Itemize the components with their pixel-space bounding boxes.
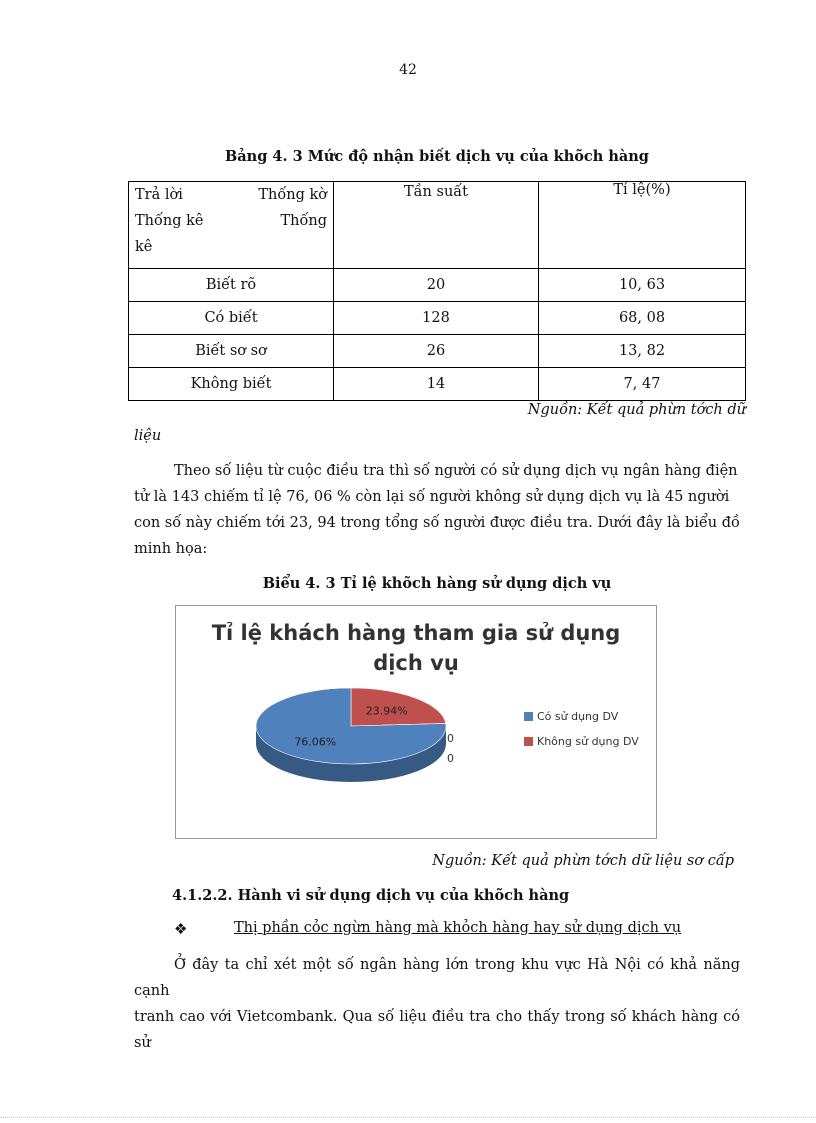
chart-title-line1: Tỉ lệ khách hàng tham gia sử dụng: [211, 621, 621, 645]
paragraph-1-line: Theo số liệu từ cuộc điều tra thì số người có sử dụng dịch vụ ngân hàng điện: [174, 463, 738, 479]
paragraph-1: [134, 458, 740, 562]
chart-source: Nguồn: Kết quả phừn tớch dữ liệu sơ cấp: [432, 853, 734, 869]
paragraph-1-line: tử là 143 chiếm tỉ lệ 76, 06 % còn lại số người không sử dụng dịch vụ là 45 người: [134, 489, 730, 505]
section-heading: 4.1.2.2. Hành vi sử dụng dịch vụ của khõch hàng: [172, 887, 570, 904]
header-stat-label-4: kê: [135, 239, 153, 255]
chart-title-line2: dịch vụ: [373, 651, 459, 675]
header-diagonal-cell: [129, 182, 334, 269]
row-frequency: 14: [334, 368, 539, 401]
bullet-text: Thị phần cỏc ngừn hàng mà khỏch hàng hay sử dụng dịch vụ: [234, 920, 682, 936]
paragraph-2-line: Ở đây ta chỉ xét một số ngân hàng lớn trong khu vực Hà Nội có khả năng cạnh: [134, 957, 740, 999]
paragraph-1-line: con số này chiếm tới 23, 94 trong tổng số người được điều tra. Dưới đây là biểu đồ: [134, 515, 740, 531]
header-stat-label: Thống kờ: [258, 187, 327, 203]
row-frequency: 26: [334, 335, 539, 368]
header-stat-label-2: Thống kê: [135, 213, 204, 229]
header-percentage: Tỉ lệ(%): [539, 182, 746, 269]
legend-swatch-used: [524, 712, 533, 721]
legend-label-not-used: Không sử dụng DV: [537, 735, 639, 748]
legend-swatch-not-used: [524, 737, 533, 746]
header-frequency: Tần suất: [334, 182, 539, 269]
table-source-line2: liệu: [134, 428, 162, 444]
extra-label-zero: 0: [447, 752, 454, 765]
pie-chart: [175, 605, 657, 839]
legend-label-used: Có sử dụng DV: [537, 710, 619, 723]
table-header-row: [129, 182, 746, 269]
table-caption: Bảng 4. 3 Mức độ nhận biết dịch vụ của khõch hàng: [225, 148, 649, 165]
row-label: Có biết: [129, 302, 334, 335]
row-frequency: 20: [334, 269, 539, 302]
recognition-table: [128, 181, 746, 401]
row-percentage: 68, 08: [539, 302, 746, 335]
bullet-icon: ❖: [174, 920, 188, 938]
header-stat-label-3: Thống: [280, 213, 327, 229]
extra-label-zero: 0: [447, 732, 454, 745]
page-bottom-divider: [0, 1117, 816, 1118]
page-number: 42: [399, 62, 417, 78]
table-row: [129, 368, 746, 401]
paragraph-2-line: tranh cao với Vietcombank. Qua số liệu điều tra cho thấy trong số khách hàng có sử: [134, 1009, 740, 1051]
pie-slice-label: 23.94%: [365, 704, 408, 718]
legend-item-used: [524, 710, 618, 723]
table-source-line1: Nguồn: Kết quả phừn tớch dữ: [527, 402, 746, 418]
table-row: [129, 269, 746, 302]
row-label: Biết sơ sơ: [129, 335, 334, 368]
row-label: Không biết: [129, 368, 334, 401]
chart-caption: Biểu 4. 3 Tỉ lệ khõch hàng sử dụng dịch vụ: [262, 575, 612, 592]
row-percentage: 7, 47: [539, 368, 746, 401]
legend-item-not-used: [524, 735, 639, 748]
row-percentage: 10, 63: [539, 269, 746, 302]
pie-slice-label: 76.06%: [294, 735, 337, 749]
paragraph-1-line: minh họa:: [134, 541, 208, 557]
table-row: [129, 335, 746, 368]
table-row: [129, 302, 746, 335]
row-percentage: 13, 82: [539, 335, 746, 368]
header-answer-label: Trả lời: [135, 187, 183, 203]
paragraph-2: [134, 952, 740, 1056]
row-label: Biết rõ: [129, 269, 334, 302]
row-frequency: 128: [334, 302, 539, 335]
